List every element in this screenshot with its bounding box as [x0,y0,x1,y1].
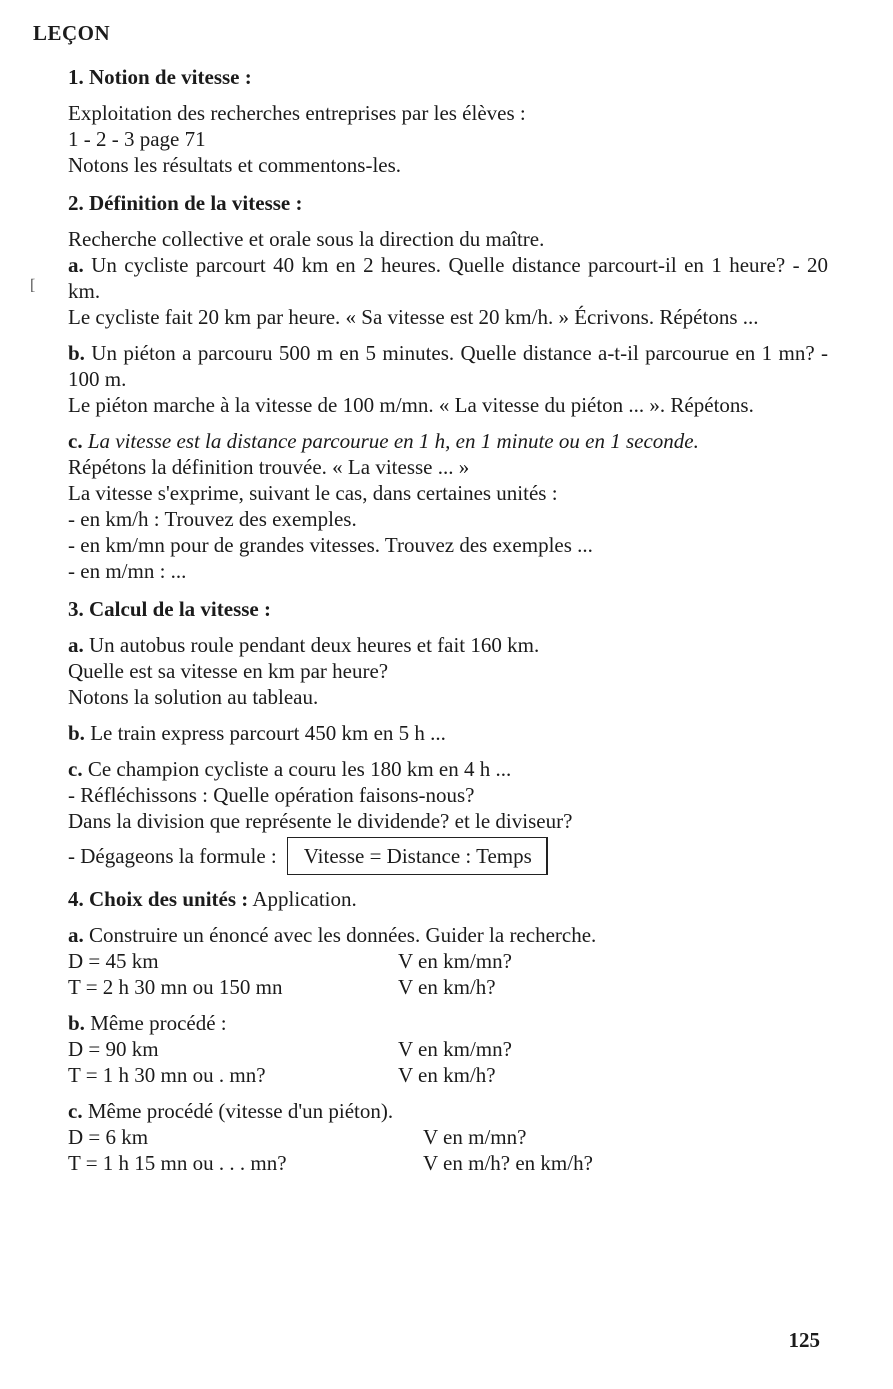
s4-c-speed-unit-2: V en m/h? en km/h? [423,1151,593,1175]
speed-formula-box: Vitesse = Distance : Temps [287,837,548,875]
s3-a-line-3: Notons la solution au tableau. [68,685,319,709]
s4-b-speed-unit-1: V en km/mn? [398,1037,512,1061]
speed-definition: La vitesse est la distance parcourue en 1 h, en 1 minute ou en 1 seconde. [87,429,699,453]
s4-a-speed-unit-1: V en km/mn? [398,949,512,973]
s4-b-label: b. [68,1011,85,1035]
s4-b-distance: D = 90 km [68,1037,159,1061]
formula-label: - Dégageons la formule : [68,844,277,868]
s2-b-label: b. [68,341,85,365]
s4-c-time: T = 1 h 15 mn ou . . . mn? [68,1151,287,1175]
page-number: 125 [788,1328,820,1352]
s3-b-line [68,720,828,746]
s3-c-line-1 [68,756,828,782]
s2-a-question [68,252,828,304]
s4-c-label: c. [68,1099,83,1123]
s2-a-response: Le cycliste fait 20 km par heure. « Sa vitesse est 20 km/h. » Écrivons. Répétons ... [68,305,759,329]
s4-a-text: Construire un énoncé avec les données. Guider la recherche. [89,923,597,947]
s2-c-line-3: - en km/h : Trouvez des exemples. [68,507,357,531]
section-3-title: 3. Calcul de la vitesse : [68,597,271,621]
s4-b-line [68,1010,828,1036]
lesson-body [68,64,828,1176]
s4-c-text: Même procédé (vitesse d'un piéton). [87,1099,394,1123]
s2-c-line-1: Répétons la définition trouvée. « La vitesse ... » [68,455,470,479]
s2-c-label: c. [68,429,83,453]
s4-b-speed-unit-2: V en km/h? [398,1063,496,1087]
s2-c-line-5: - en m/mn : ... [68,559,187,583]
formula-row [68,836,828,876]
s3-a-line-1-text: Un autobus roule pendant deux heures et fait 160 km. [89,633,540,657]
s3-b-label: b. [68,721,85,745]
s3-a-label: a. [68,633,84,657]
s4-a-data-table [68,948,828,1000]
s2-a-question-text: Un cycliste parcourt 40 km en 2 heures. Quelle distance parcourt-il en 1 heure? - 20 km. [68,253,829,303]
section-4-title-line [68,886,828,912]
s2-a-label: a. [68,253,84,277]
s2-b-response: Le piéton marche à la vitesse de 100 m/mn. « La vitesse du piéton ... ». Répétons. [68,393,754,417]
section-2-title: 2. Définition de la vitesse : [68,191,303,215]
s4-b-text: Même procédé : [90,1011,227,1035]
s3-b-text: Le train express parcourt 450 km en 5 h ... [90,721,446,745]
s4-a-time: T = 2 h 30 mn ou 150 mn [68,975,283,999]
s2-c-line-2: La vitesse s'exprime, suivant le cas, dans certaines unités : [68,481,558,505]
s4-a-label: a. [68,923,84,947]
s3-c-line-3: Dans la division que représente le dividende? et le diviseur? [68,809,573,833]
s3-a-line-1 [68,632,828,658]
s3-a-line-2: Quelle est sa vitesse en km par heure? [68,659,389,683]
s4-c-data-table [68,1124,828,1176]
s4-c-distance: D = 6 km [68,1125,149,1149]
s4-b-data-table [68,1036,828,1088]
section-4-title: 4. Choix des unités : [68,887,249,911]
s3-c-line-1-text: Ce champion cycliste a couru les 180 km en 4 h ... [87,757,512,781]
s4-c-line [68,1098,828,1124]
s3-c-line-2: - Réfléchissons : Quelle opération faisons-nous? [68,783,475,807]
s1-line-2: 1 - 2 - 3 page 71 [68,127,206,151]
s4-a-speed-unit-2: V en km/h? [398,975,496,999]
s1-line-1: Exploitation des recherches entreprises par les élèves : [68,101,526,125]
s4-b-time: T = 1 h 30 mn ou . mn? [68,1063,266,1087]
s2-c-line-4: - en km/mn pour de grandes vitesses. Trouvez des exemples ... [68,533,593,557]
s4-c-speed-unit-1: V en m/mn? [423,1125,527,1149]
s1-line-3: Notons les résultats et commentons-les. [68,153,402,177]
s4-a-distance: D = 45 km [68,949,159,973]
s4-a-line [68,922,828,948]
s3-c-label: c. [68,757,83,781]
s2-b-question [68,340,828,392]
s2-intro: Recherche collective et orale sous la direction du maître. [68,227,545,251]
s2-c-definition [68,428,828,454]
lesson-header: LEÇON [33,21,111,45]
margin-bracket-icon: [ [30,277,36,294]
section-1-title: 1. Notion de vitesse : [68,65,252,89]
section-4-title-suffix: Application. [252,887,357,911]
s2-b-question-text: Un piéton a parcouru 500 m en 5 minutes. Quelle distance a-t-il parcourue en 1 mn? - 100 m. [68,341,829,391]
